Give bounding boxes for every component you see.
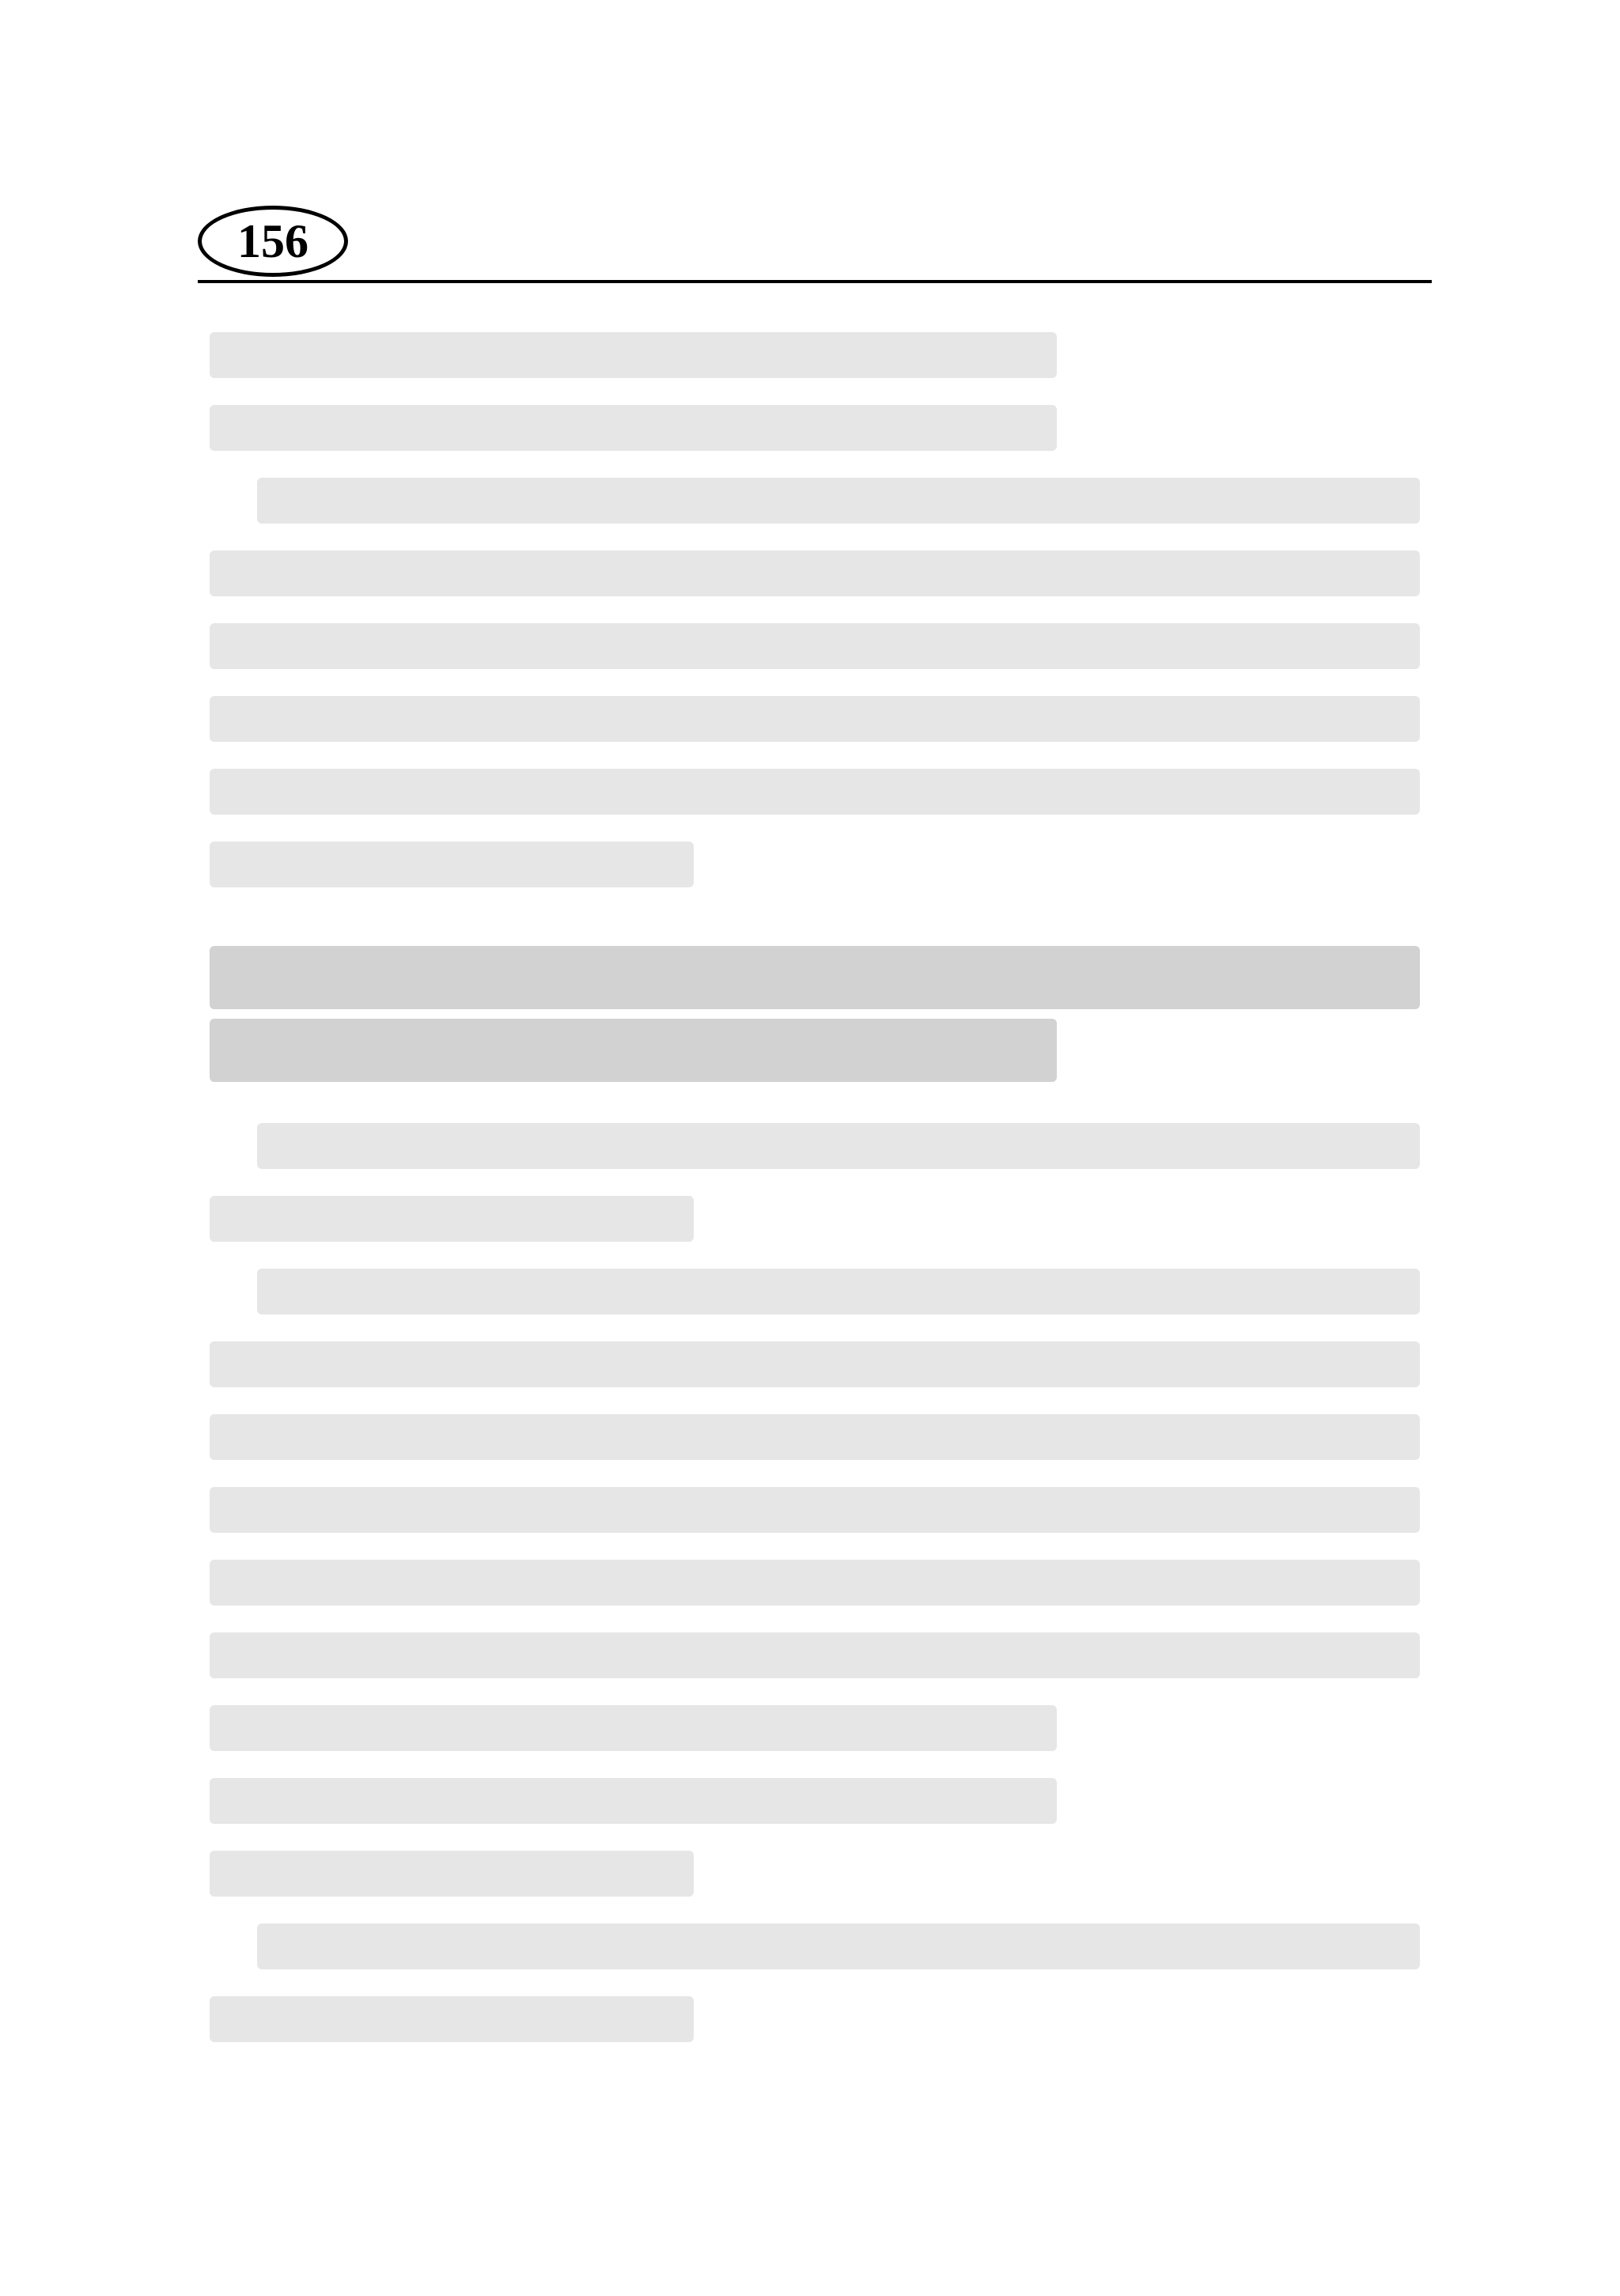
text-line-placeholder [210, 478, 1420, 524]
header-rule [198, 280, 1432, 283]
text-line-placeholder [210, 696, 1420, 742]
text-line-placeholder [210, 1705, 1420, 1751]
text-line-placeholder [210, 1923, 1420, 1969]
text-line-placeholder [210, 1487, 1420, 1533]
text-line-placeholder [210, 1414, 1420, 1460]
text-line-placeholder [210, 1851, 1420, 1897]
heading-placeholder [210, 946, 1420, 992]
body-text [210, 332, 1420, 2069]
text-line-placeholder [210, 1778, 1420, 1824]
page-header [198, 198, 1432, 285]
text-line-placeholder [210, 623, 1420, 669]
text-line-placeholder [210, 1632, 1420, 1678]
text-line-placeholder [210, 1196, 1420, 1242]
text-line-placeholder [210, 405, 1420, 451]
heading-placeholder [210, 1019, 1420, 1065]
text-line-placeholder [210, 842, 1420, 887]
text-line-placeholder [210, 1123, 1420, 1169]
page-number: 156 [237, 214, 308, 267]
text-line-placeholder [210, 769, 1420, 815]
text-line-placeholder [210, 1560, 1420, 1606]
text-line-placeholder [210, 550, 1420, 596]
text-line-placeholder [210, 1341, 1420, 1387]
text-line-placeholder [210, 1996, 1420, 2042]
text-line-placeholder [210, 332, 1420, 378]
text-line-placeholder [210, 1269, 1420, 1314]
page-number-oval [198, 206, 348, 277]
